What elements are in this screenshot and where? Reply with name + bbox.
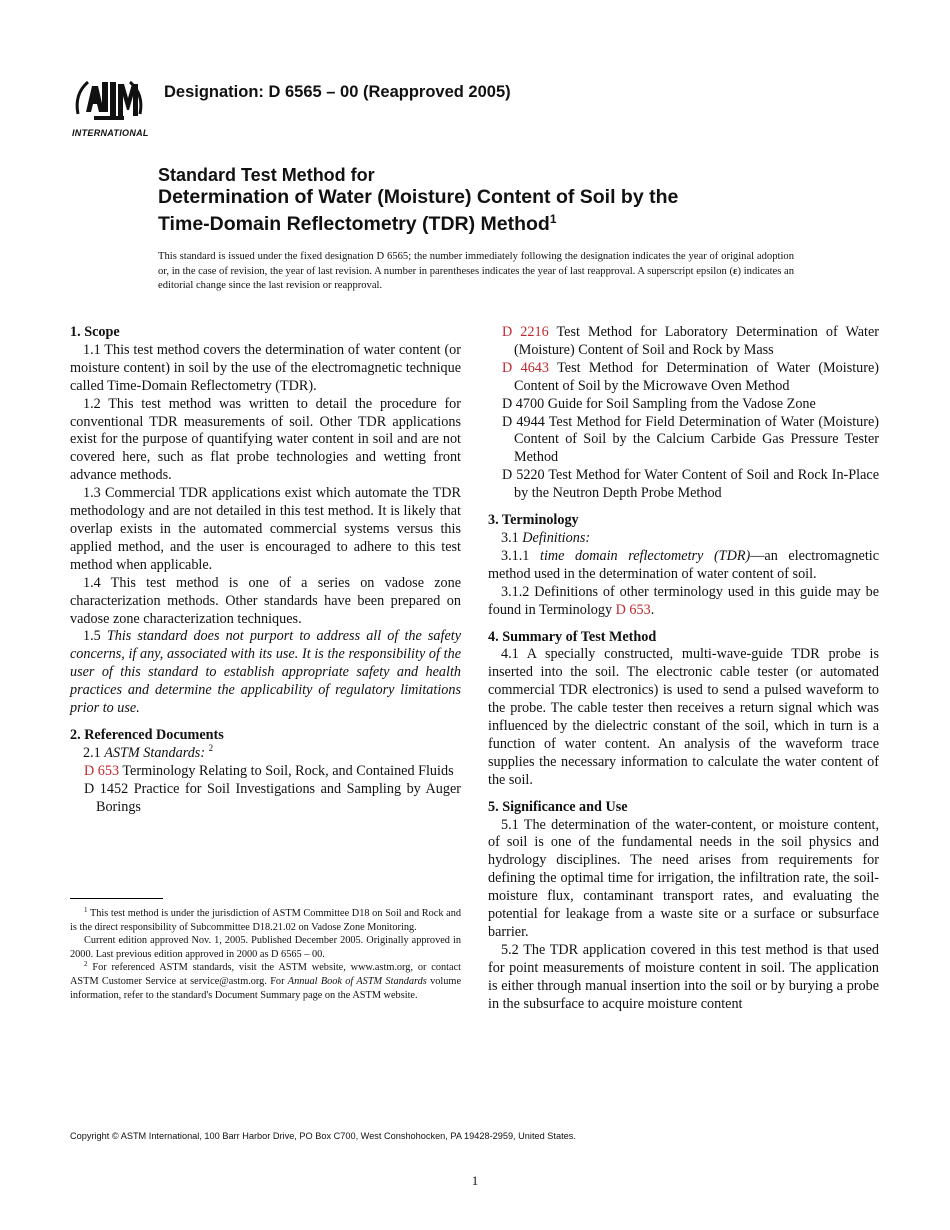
footnote-1-mark: 1 bbox=[84, 906, 88, 914]
footnote-divider bbox=[70, 898, 163, 899]
right-column bbox=[488, 324, 879, 1014]
designation: Designation: D 6565 – 00 (Reapproved 2005) bbox=[164, 83, 511, 101]
terminology-3-1-1 bbox=[488, 548, 879, 584]
ref-code: D 1452 bbox=[84, 780, 129, 797]
intro-epsilon: ε bbox=[733, 265, 738, 277]
ref-text: Test Method for Determination of Water (Moisture) Content of Soil by the Microwave Oven Method bbox=[514, 359, 880, 394]
intro-note bbox=[158, 250, 794, 294]
terminology-3-1-label: Definitions: bbox=[522, 529, 591, 546]
intro-text-before: This standard is issued under the fixed designation D 6565; the number immediately following the designation indicates the year of original adoption or, in the case of revision, the year of last revision. A number in parentheses indicates the year of last reapproval. A superscript epsilon ( bbox=[158, 251, 794, 277]
footnote-2-text-a: For referenced ASTM standards, visit the ASTM website, www.astm.org, or contact ASTM Customer Service at service@astm.org. For bbox=[70, 962, 461, 987]
scope-1-2: 1.2 This test method was written to detail the procedure for conventional TDR measurements of soil. Other TDR applications exist for the purpose of quantifying water content in soil and are not covered here, such as flat probe technologies and wetting front advance methods. bbox=[70, 395, 461, 484]
summary-heading: 4. Summary of Test Method bbox=[488, 628, 657, 645]
significance-5-2: 5.2 The TDR application covered in this test method is that used for point measurements of moisture content in soil. The application is either through manual insertion into the soil or by burying a probe in the subsurface to acquire moisture content bbox=[488, 941, 879, 1012]
ref-code: D 4700 bbox=[502, 395, 545, 412]
significance-heading: 5. Significance and Use bbox=[488, 798, 628, 815]
footnotes bbox=[70, 907, 461, 1002]
ref-item bbox=[70, 763, 461, 781]
scope-1-5 bbox=[70, 628, 461, 718]
terminology-3-1-2 bbox=[488, 584, 879, 620]
terminology-heading: 3. Terminology bbox=[488, 512, 579, 529]
referenced-2-1-sup: 2 bbox=[208, 742, 214, 753]
title-line-2: Determination of Water (Moisture) Content of Soil by the bbox=[158, 186, 679, 208]
ref-item bbox=[488, 360, 879, 396]
ref-text: Practice for Soil Investigations and Sampling by Auger Borings bbox=[96, 780, 462, 815]
copyright: Copyright © ASTM International, 100 Barr Harbor Drive, PO Box C700, West Conshohocken, PA 19428-2959, United States. bbox=[70, 1131, 576, 1141]
scope-1-1: 1.1 This test method covers the determination of water content (or moisture content) in soil by the use of the electromagnetic technique called Time-Domain Reflectometry (TDR). bbox=[70, 341, 461, 394]
terminology-3-1 bbox=[488, 530, 879, 548]
summary-4-1: 4.1 A specially constructed, multi-wave-guide TDR probe is inserted into the soil. The electronic cable tester (or automated commercial TDR electronics) is used to send a pulsed waveform to the probe. The cable tester then receives a return signal which was influenced by the dielectric constant of the soil, which in turn is a function of water content. An analysis of the waveform trace supplies the necessary information to calculate the water content of the soil. bbox=[488, 646, 879, 788]
title-line-3-text: Time-Domain Reflectometry (TDR) Method bbox=[158, 213, 550, 235]
ref-link-d653[interactable]: D 653 bbox=[84, 762, 120, 779]
logo-text: INTERNATIONAL bbox=[72, 128, 149, 138]
terminology-3-1-num: 3.1 bbox=[501, 529, 519, 546]
title-line-1: Standard Test Method for bbox=[158, 165, 375, 185]
terminology-3-1-1-num: 3.1.1 bbox=[501, 547, 530, 564]
referenced-heading: 2. Referenced Documents bbox=[70, 726, 224, 743]
terminology-term: time domain reflectometry (TDR) bbox=[540, 547, 751, 564]
footnote-1b: Current edition approved Nov. 1, 2005. Published December 2005. Originally approved in 2000. Last previous edition approved in 2000 as D 6565 – 00. bbox=[70, 935, 461, 960]
terminology-3-1-2-end: . bbox=[650, 601, 655, 618]
scope-1-4: 1.4 This test method is one of a series on vadose zone characterization methods. Other standards have been prepared on vadose zone characterization techniques. bbox=[70, 574, 461, 627]
scope-1-5-text: This standard does not purport to address all of the safety concerns, if any, associated with its use. It is the responsibility of the user of this standard to establish appropriate safety and health practices and determine the applicability of regulatory limitations prior to use. bbox=[70, 628, 461, 717]
footnote-1-text: This test method is under the jurisdiction of ASTM Committee D18 on Soil and Rock and is the direct responsibility of Subcommittee D18.21.02 on Vadose Zone Monitoring. bbox=[70, 908, 461, 933]
terminology-3-1-1-text: —an electromagnetic method used in the determination of water content of soil. bbox=[488, 547, 880, 582]
significance-5-1: 5.1 The determination of the water-content, or moisture content, of soil is one of the fundamental needs in the soil physics and hydrology disciplines. The need arises from requirements for defining the optimal time for irrigation, the infiltration rate, the soil-moisture flux, contaminant transport rates, and evaluating the potential for leakage from a waste site or a surface or subsurface barrier. bbox=[488, 816, 879, 940]
ref-text: Test Method for Water Content of Soil and Rock In-Place by the Neutron Depth Probe Method bbox=[514, 467, 880, 502]
footnote-2-text-b: volume information, refer to the standard's Document Summary page on the ASTM website. bbox=[70, 975, 462, 1001]
title-line-3 bbox=[158, 208, 878, 235]
ref-text: Test Method for Laboratory Determination of Water (Moisture) Content of Soil and Rock by Mass bbox=[514, 324, 880, 358]
ref-text: Terminology Relating to Soil, Rock, and Contained Fluids bbox=[122, 762, 454, 779]
page-number: 1 bbox=[471, 1173, 479, 1188]
scope-1-3: 1.3 Commercial TDR applications exist which automate the TDR methodology and are not detailed in this test method. It is likely that overlap exists in the automated commercial systems versus this applied method, and the user is encouraged to adhere to this test method when applicable. bbox=[70, 485, 461, 573]
ref-text: Test Method for Field Determination of Water (Moisture) Content of Soil by the Calcium Carbide Gas Pressure Tester Method bbox=[514, 413, 880, 466]
astm-logo bbox=[68, 72, 150, 140]
referenced-2-1-label: ASTM Standards: bbox=[104, 744, 206, 761]
ref-item bbox=[488, 324, 879, 360]
footnote-2 bbox=[70, 961, 461, 1002]
ref-item bbox=[488, 467, 879, 503]
ref-item bbox=[488, 396, 879, 414]
intro-text-after: ) indicates an editorial change since the last revision or reapproval. bbox=[158, 265, 795, 292]
ref-text: Guide for Soil Sampling from the Vadose Zone bbox=[547, 395, 816, 412]
ref-item bbox=[488, 414, 879, 468]
scope-heading: 1. Scope bbox=[70, 324, 120, 340]
title-footnote-mark: 1 bbox=[549, 212, 557, 226]
referenced-2-1-num: 2.1 bbox=[83, 744, 101, 761]
left-column bbox=[70, 324, 461, 816]
terminology-3-1-2-text: 3.1.2 Definitions of other terminology used in this guide may be found in Terminology bbox=[488, 583, 879, 618]
ref-code: D 4944 bbox=[502, 413, 545, 430]
footnote-2-italic: Annual Book of ASTM Standards bbox=[287, 975, 427, 987]
referenced-2-1 bbox=[70, 742, 461, 763]
footnote-1 bbox=[70, 907, 461, 934]
ref-code: D 5220 bbox=[502, 467, 545, 484]
scope-1-5-num: 1.5 bbox=[83, 628, 101, 645]
title-block bbox=[158, 164, 878, 235]
footnote-2-mark: 2 bbox=[84, 960, 88, 969]
ref-link-d4643[interactable]: D 4643 bbox=[502, 359, 549, 376]
ref-item bbox=[70, 781, 461, 817]
ref-link-d2216[interactable]: D 2216 bbox=[502, 324, 549, 340]
terminology-link-d653[interactable]: D 653 bbox=[615, 601, 651, 618]
